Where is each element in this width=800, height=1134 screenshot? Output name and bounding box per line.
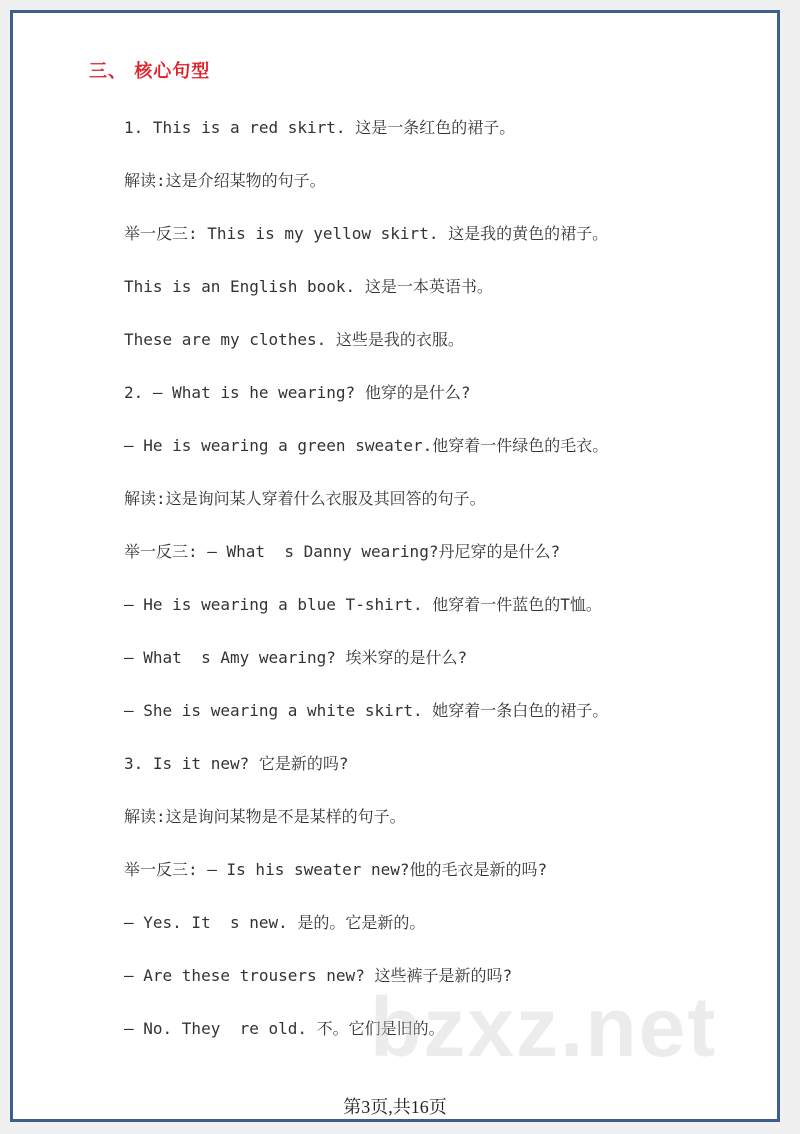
sentence-line: 2. — What is he wearing? 他穿的是什么? [124, 383, 471, 402]
page-number: 第3页,共16页 [343, 1097, 447, 1117]
sentence-line: 1. This is a red skirt. 这是一条红色的裙子。 [124, 118, 516, 137]
sentence-line: — She is wearing a white skirt. 她穿着一条白色的裙子。 [124, 701, 609, 720]
sentence-line: — What s Amy wearing? 埃米穿的是什么? [124, 648, 468, 667]
sentence-line: — Are these trousers new? 这些裤子是新的吗? [124, 966, 513, 985]
sentence-line: 举一反三: This is my yellow skirt. 这是我的黄色的裙子。 [124, 224, 609, 243]
sentence-line: 举一反三: — Is his sweater new?他的毛衣是新的吗? [124, 860, 548, 879]
sentence-line: 解读:这是询问某人穿着什么衣服及其回答的句子。 [124, 489, 486, 508]
sentence-line: 解读:这是介绍某物的句子。 [124, 171, 326, 190]
sentence-line: This is an English book. 这是一本英语书。 [124, 277, 493, 296]
sentence-line: — Yes. It s new. 是的。它是新的。 [124, 913, 426, 932]
sentence-line: 3. Is it new? 它是新的吗? [124, 754, 349, 773]
sentence-line: — He is wearing a green sweater.他穿着一件绿色的毛衣。 [124, 436, 609, 455]
document-page [10, 10, 780, 1122]
sentence-line: — He is wearing a blue T-shirt. 他穿着一件蓝色的T恤。 [124, 595, 602, 614]
sentence-line: 解读:这是询问某物是不是某样的句子。 [124, 807, 406, 826]
watermark: bzxz.net [370, 980, 718, 1074]
sentence-line: — No. They re old. 不。它们是旧的。 [124, 1019, 445, 1038]
sentence-line: These are my clothes. 这些是我的衣服。 [124, 330, 464, 349]
section-title: 三、 核心句型 [89, 61, 211, 82]
sentence-line: 举一反三: — What s Danny wearing?丹尼穿的是什么? [124, 542, 561, 561]
